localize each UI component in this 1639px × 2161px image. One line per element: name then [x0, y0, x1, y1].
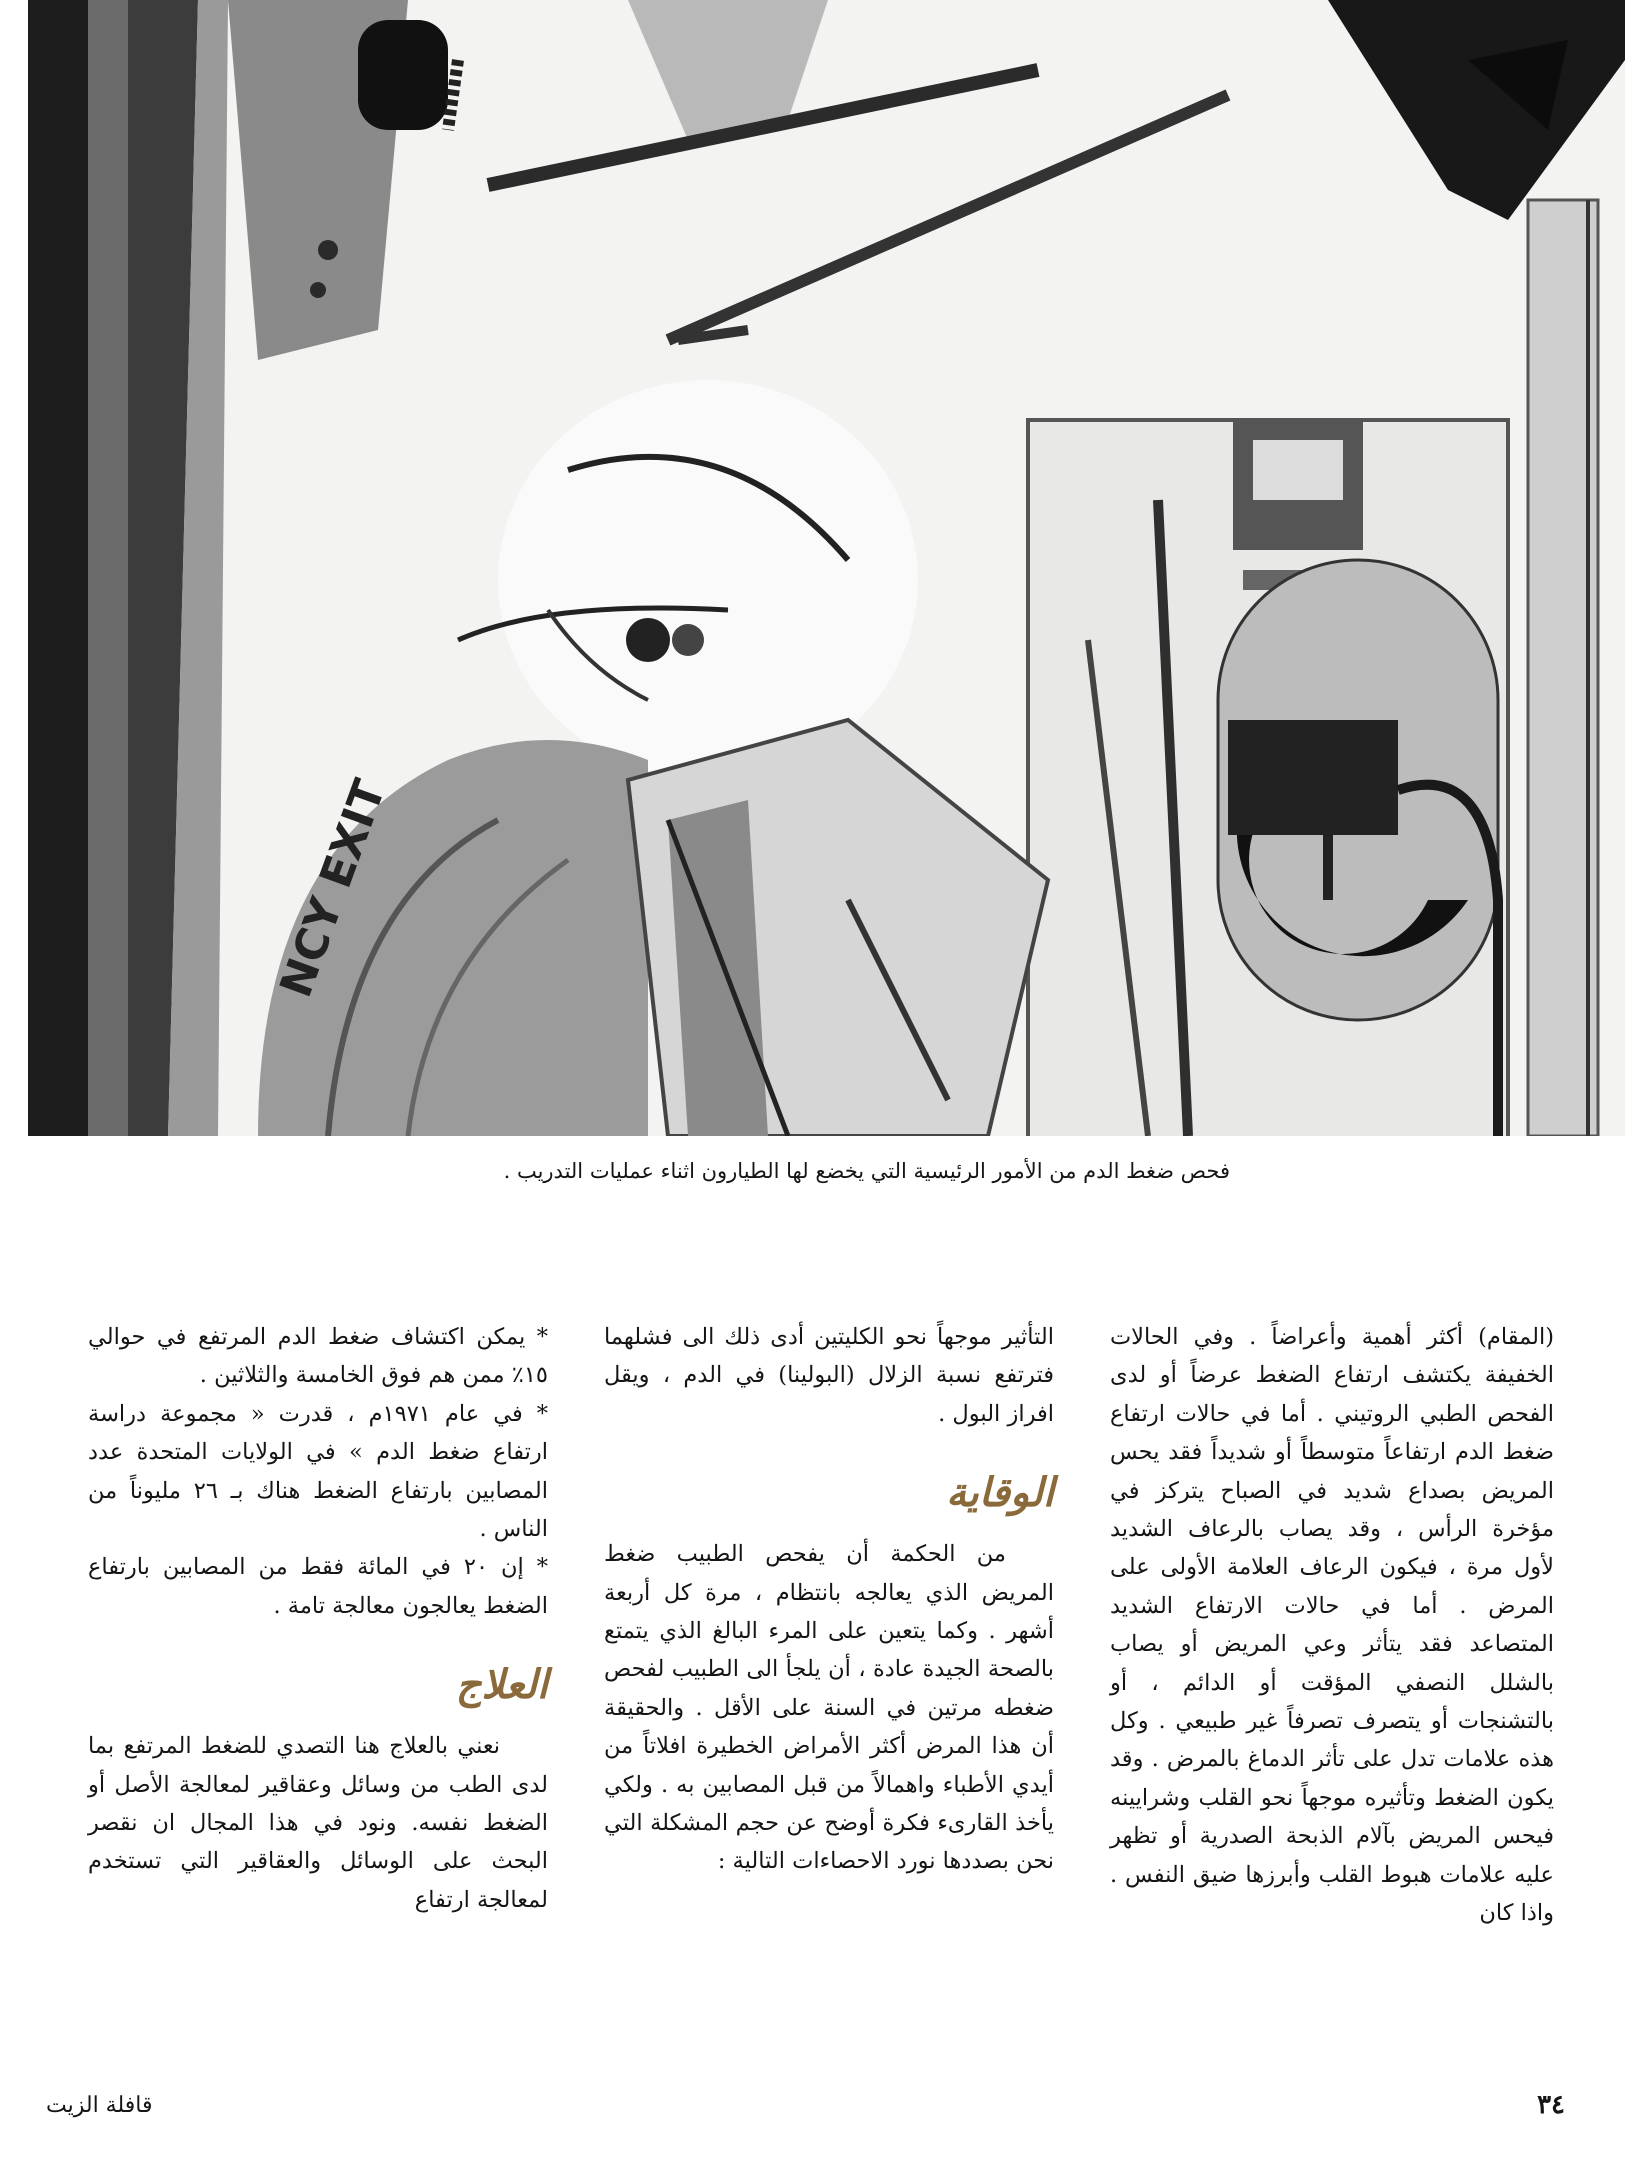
statistic-item: * يمكن اكتشاف ضغط الدم المرتفع في حوالي ١٥٪ ممن هم فوق الخامسة والثلاثين .	[88, 1324, 548, 1389]
statistic-item: * في عام ١٩٧١م ، قدرت « مجموعة دراسة ارتفاع ضغط الدم » في الولايات المتحدة عدد المصابين بارتفاع الضغط هناك بـ ٢٦ مليوناً من الناس .	[88, 1400, 548, 1543]
photo-caption: فحص ضغط الدم من الأمور الرئيسية التي يخضع لها الطيارون اثناء عمليات التدريب .	[503, 1159, 1230, 1183]
column-text: (المقام) أكثر أهمية وأعراضاً . وفي الحالات الخفيفة يكتشف ارتفاع الضغط عرضاً أو لدى الفحص الطبي الروتيني . أما في حالات ارتفاع ضغط الدم ارتفاعاً متوسطاً أو شديداً فقد يحس المريض بصداع شديد في الصباح يتركز في مؤخرة الرأس ، وقد يصاب بالرعاف الشديد لأول مرة ، فيكون الرعاف العلامة الأولى على المرض . أما في حالات الارتفاع الشديد المتصاعد فقد يتأثر وعي المريض أو يصاب بالشلل النصفي المؤقت أو الدائم ، أو بالتشنجات أو يتصرف تصرفاً غير طبيعي . وكل هذه علامات تدل على تأثر الدماغ بالمرض . وقد يكون الضغط وتأثيره موجهاً نحو القلب وشرايينه فيحس المريض بآلام الذبحة الصدرية أو تظهر عليه علامات هبوط القلب وأبرزها ضيق النفس . واذا كان	[1110, 1324, 1554, 1927]
section-heading-treatment: العلاج	[455, 1661, 548, 1709]
article-column-middle	[604, 1318, 1054, 1881]
column-body: نعني بالعلاج هنا التصدي للضغط المرتفع بما لدى الطب من وسائل وعقاقير لمعالجة الأصل أو الضغط نفسه. ونود في هذا المجال ان نقصر البحث على الوسائل والعقاقير التي تستخدم لمعالجة ارتفاع	[88, 1733, 548, 1913]
article-column-left	[88, 1318, 548, 1919]
column-body: من الحكمة أن يفحص الطبيب ضغط المريض الذي يعالجه بانتظام ، مرة كل أربعة أشهر . وكما يتعين على المرء البالغ الذي يتمتع بالصحة الجيدة عادة ، أن يلجأ الى الطبيب لفحص ضغطه مرتين في السنة على الأقل . والحقيقة أن هذا المرض أكثر الأمراض الخطيرة افلاتاً من أيدي الأطباء واهمالاً من قبل المصابين به . ولكي يأخذ القارىء فكرة أوضح عن حجم المشكلة التي نحن بصددها نورد الاحصاءات التالية :	[604, 1541, 1054, 1875]
statistic-item: * إن ٢٠ في المائة فقط من المصابين بارتفاع الضغط يعالجون معالجة تامة .	[88, 1554, 548, 1619]
cockpit-photo	[28, 0, 1625, 1136]
section-heading-prevention: الوقاية	[946, 1469, 1054, 1517]
magazine-name: قافلة الزيت	[46, 2093, 153, 2118]
photo-illustration	[28, 0, 1625, 1136]
page-number: ٣٤	[1537, 2090, 1565, 2120]
column-intro: التأثير موجهاً نحو الكليتين أدى ذلك الى فشلهما فترتفع نسبة الزلال (البولينا) في الدم ، ويقل افراز البول .	[604, 1324, 1054, 1427]
article-column-right	[1110, 1318, 1554, 1933]
stencil-text: NCY EXIT	[270, 773, 396, 1004]
